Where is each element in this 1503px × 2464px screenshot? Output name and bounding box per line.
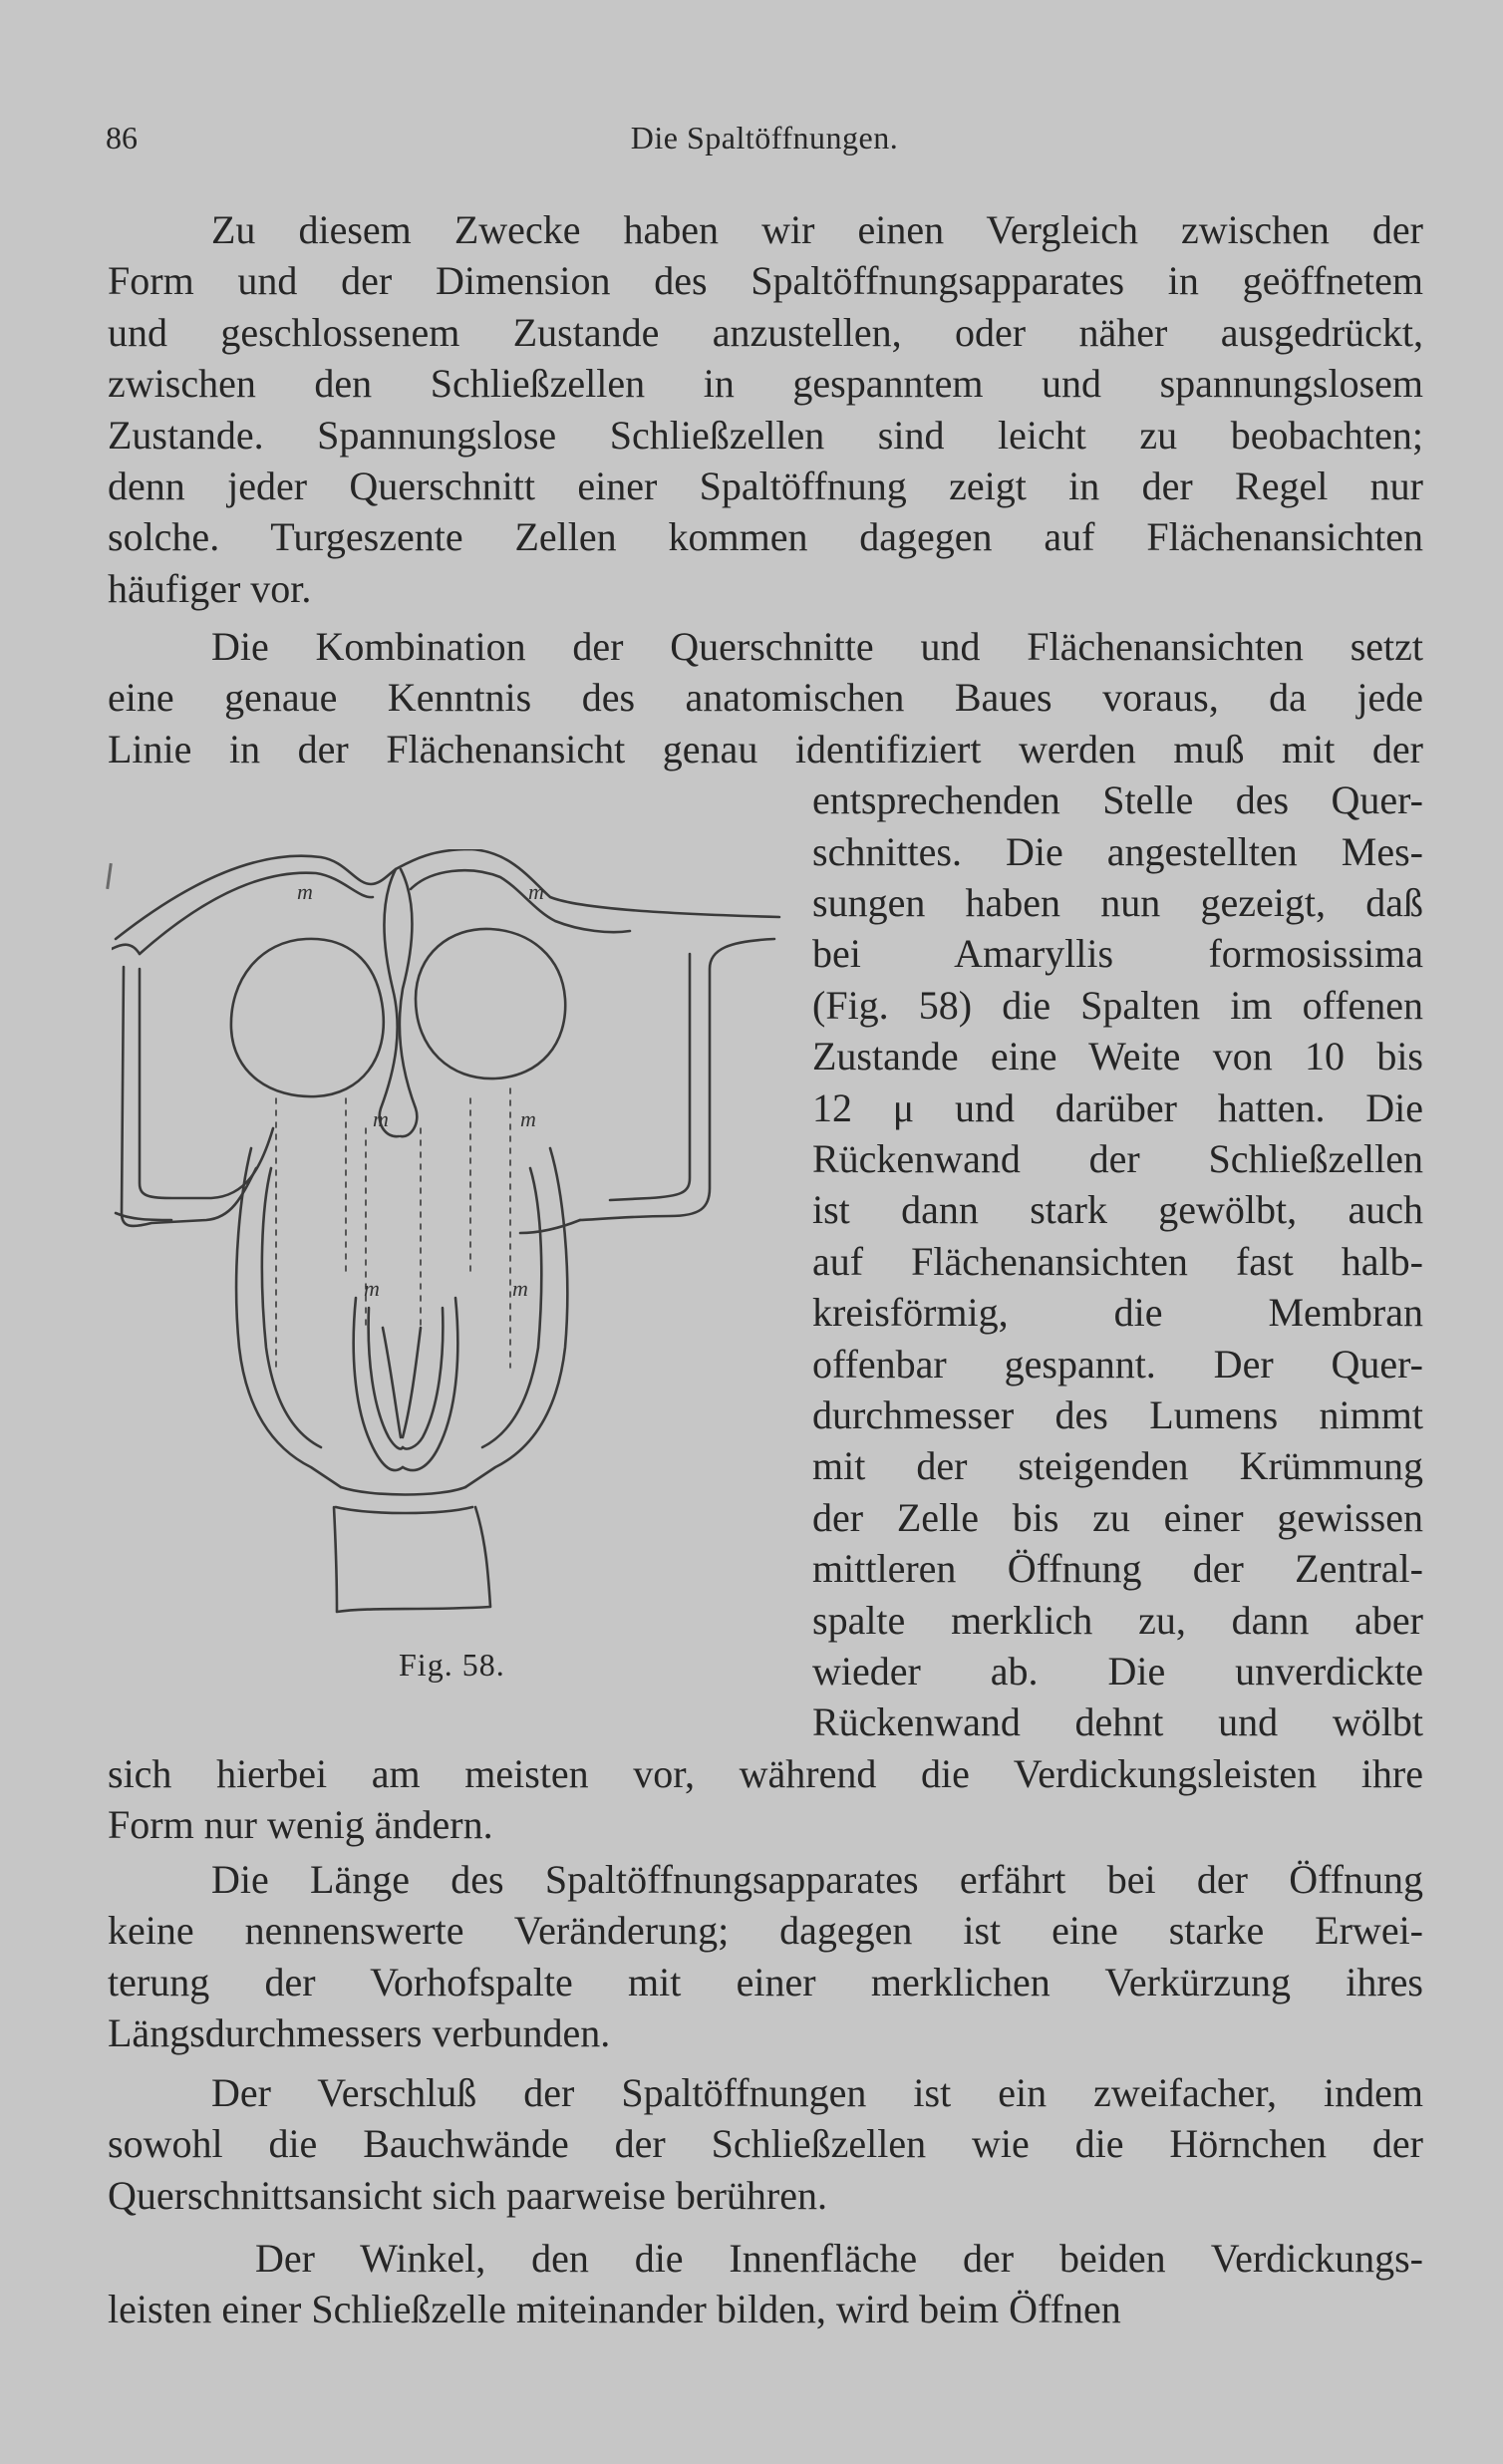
figure-58 bbox=[112, 849, 785, 1627]
text-line: Rückenwand dehnt und wölbt bbox=[812, 1699, 1423, 1744]
text-line: offenbar gespannt. Der Quer- bbox=[812, 1342, 1423, 1386]
foot-body bbox=[334, 1507, 490, 1612]
left-cell-body-inner bbox=[140, 969, 273, 1198]
text-line: keine nennenswerte Veränderung; dagegen ist eine starke Erwei- bbox=[108, 1908, 1423, 1953]
stomata-drawing bbox=[112, 849, 785, 1627]
figure-label: m bbox=[364, 1276, 380, 1301]
text-line: terung der Vorhofspalte mit einer merklichen Verkürzung ihres bbox=[108, 1960, 1423, 2004]
figure-label: m bbox=[512, 1276, 528, 1301]
text-line: Zustande eine Weite von 10 bis bbox=[812, 1034, 1423, 1078]
right-lower-inner bbox=[482, 1168, 541, 1447]
figure-caption: Fig. 58. bbox=[399, 1647, 505, 1683]
right-cell-top-outer bbox=[396, 849, 779, 917]
left-guard-lumen bbox=[231, 939, 384, 1096]
figure-label: m bbox=[297, 879, 313, 904]
text-line: kreisförmig, die Membran bbox=[812, 1290, 1423, 1335]
text-line: Der Verschluß der Spaltöffnungen ist ein zweifacher, indem bbox=[211, 2070, 1423, 2115]
text-line: durchmesser des Lumens nimmt bbox=[812, 1392, 1423, 1437]
left-lower-outer bbox=[236, 1148, 341, 1487]
text-line: wieder ab. Die unverdickte bbox=[812, 1649, 1423, 1694]
right-guard-lumen bbox=[416, 929, 565, 1078]
text-line: Der Winkel, den die Innenfläche der beiden Verdickungs- bbox=[255, 2236, 1423, 2281]
text-line: Form nur wenig ändern. bbox=[108, 1802, 493, 1847]
central-slit bbox=[383, 1328, 421, 1437]
text-line: sungen haben nun gezeigt, daß bbox=[812, 880, 1423, 925]
text-line: mit der steigenden Krümmung bbox=[812, 1443, 1423, 1488]
left-lower-inner bbox=[262, 1168, 321, 1447]
text-line: eine genaue Kenntnis des anatomischen Baues voraus, da jede bbox=[108, 675, 1423, 720]
text-line: entsprechenden Stelle des Quer- bbox=[812, 777, 1423, 822]
right-thickening-inner bbox=[403, 1308, 443, 1449]
text-line: Rückenwand der Schließzellen bbox=[812, 1136, 1423, 1181]
left-cell-body-outer bbox=[122, 967, 256, 1226]
left-thickening-inner bbox=[369, 1308, 403, 1449]
running-head: Die Spaltöffnungen. bbox=[630, 120, 899, 155]
text-line: häufiger vor. bbox=[108, 566, 312, 611]
text-line: (Fig. 58) die Spalten im offenen bbox=[812, 983, 1423, 1028]
figure-label: m bbox=[520, 1106, 536, 1131]
text-line: sowohl die Bauchwände der Schließzellen wie die Hörnchen der bbox=[108, 2121, 1423, 2166]
text-line: bei Amaryllis formosissima bbox=[812, 931, 1423, 976]
page-number: 86 bbox=[106, 120, 138, 155]
right-thickening-outer bbox=[403, 1298, 457, 1470]
text-line: schnittes. Die angestellten Mes- bbox=[812, 829, 1423, 874]
text-line: Linie in der Flächenansicht genau identifiziert werden muß mit der bbox=[108, 727, 1423, 771]
left-cell-top-inner bbox=[140, 873, 373, 954]
text-line: Die Länge des Spaltöffnungsapparates erfährt bei der Öffnung bbox=[211, 1857, 1423, 1902]
text-line: und geschlossenem Zustande anzustellen, oder näher ausgedrückt, bbox=[108, 310, 1423, 355]
text-line: solche. Turgeszente Zellen kommen dagegen auf Flächenansichten bbox=[108, 514, 1423, 559]
text-line: sich hierbei am meisten vor, während die Verdickungsleisten ihre bbox=[108, 1751, 1423, 1796]
text-line: spalte merklich zu, dann aber bbox=[812, 1598, 1423, 1643]
text-line: Längsdurchmessers verbunden. bbox=[108, 2010, 611, 2055]
right-cell-top-inner bbox=[411, 870, 630, 932]
dashed-guides bbox=[276, 1088, 510, 1368]
right-cell-bottom bbox=[520, 1220, 580, 1233]
text-line: ist dann stark gewölbt, auch bbox=[812, 1187, 1423, 1232]
text-line: denn jeder Querschnitt einer Spaltöffnung zeigt in der Regel nur bbox=[108, 463, 1423, 508]
figure-label: m bbox=[373, 1106, 389, 1131]
text-line: leisten einer Schließzelle miteinander bilden, wird beim Öffnen bbox=[108, 2287, 1121, 2331]
text-line: Zu diesem Zwecke haben wir einen Vergleich zwischen der bbox=[211, 207, 1423, 252]
pore-right-wall bbox=[400, 869, 417, 1136]
figure-label: m bbox=[528, 879, 544, 904]
left-cell-top-outer bbox=[116, 856, 396, 939]
text-line: Querschnittsansicht sich paarweise berühren. bbox=[108, 2173, 827, 2218]
right-cell-body-inner bbox=[610, 954, 690, 1200]
right-cell-body-outer bbox=[580, 939, 774, 1220]
text-line: mittleren Öffnung der Zentral- bbox=[812, 1546, 1423, 1591]
text-line: der Zelle bis zu einer gewissen bbox=[812, 1495, 1423, 1540]
foot-top bbox=[341, 1487, 465, 1495]
right-lower-outer bbox=[465, 1148, 567, 1487]
text-line: 12 μ und darüber hatten. Die bbox=[812, 1085, 1423, 1130]
text-line: Die Kombination der Querschnitte und Flächenansichten setzt bbox=[211, 624, 1423, 669]
page-header bbox=[106, 120, 1423, 165]
left-cell-bottom bbox=[116, 1213, 171, 1220]
text-line: auf Flächenansichten fast halb- bbox=[812, 1239, 1423, 1284]
foot-top-2 bbox=[336, 1507, 472, 1513]
text-line: Zustande. Spannungslose Schließzellen sind leicht zu beobachten; bbox=[108, 413, 1423, 458]
left-edge bbox=[112, 945, 140, 954]
text-line: Form und der Dimension des Spaltöffnungsapparates in geöffnetem bbox=[108, 258, 1423, 303]
text-line: zwischen den Schließzellen in gespanntem und spannungslosem bbox=[108, 361, 1423, 406]
